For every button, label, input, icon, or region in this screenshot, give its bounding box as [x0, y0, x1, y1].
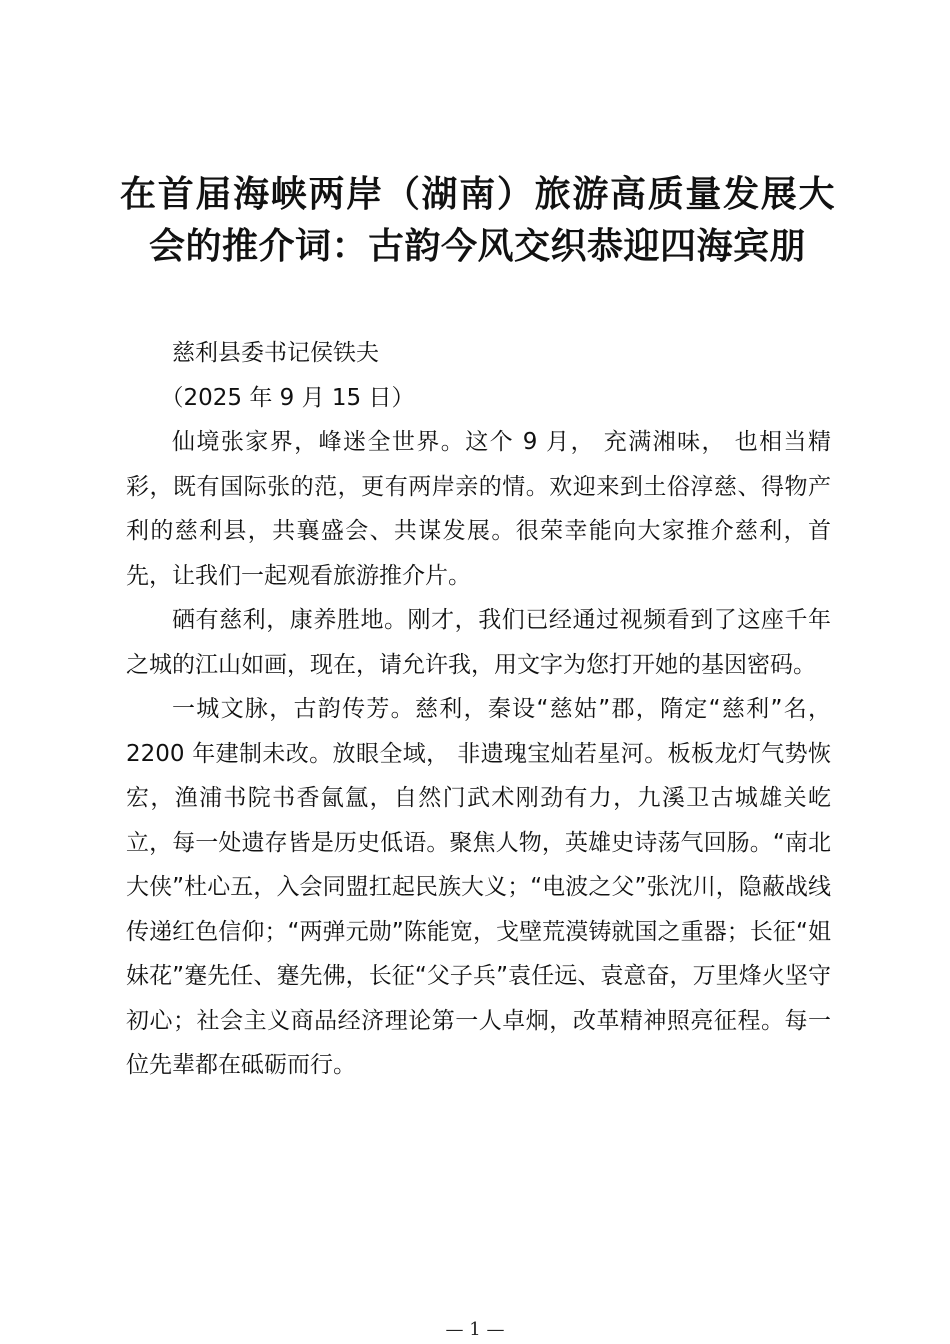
paragraph: 仙境张家界，峰迷全世界。这个 9 月， 充满湘味， 也相当精彩，既有国际张的范，更有两岸亲的情。欢迎来到土俗淳慈、得物产利的慈利县，共襄盛会、共谋发展。很荣幸能向大家推介慈利，首先，让我们一起观看旅游推介片。: [126, 429, 831, 589]
date-line: （2025 年 9 月 15 日）: [160, 384, 415, 411]
document-body: [126, 331, 831, 1088]
paragraph: 一城文脉，古韵传芳。慈利，秦设“慈姑”郡，隋定“慈利”名，2200 年建制未改。放眼全域， 非遗瑰宝灿若星河。板板龙灯气势恢宏，渔浦书院书香氤氲，自然门武术刚劲有力，九溪卫古城雄关屹立，每一处遗存皆是历史低语。聚焦人物，英雄史诗荡气回肠。“南北大侠”杜心五，入会同盟扛起民族大义；“电波之父”张沈川，隐蔽战线传递红色信仰；“两弹元勋”陈能宽，戈壁荒漠铸就国之重器；长征“姐妹花”蹇先任、蹇先佛，长征“父子兵”袁任远、袁意奋，万里烽火坚守初心；社会主义商品经济理论第一人卓炯，改革精神照亮征程。每一位先辈都在砥砺而行。: [126, 696, 831, 1078]
paragraph: 硒有慈利，康养胜地。刚才，我们已经通过视频看到了这座千年之城的江山如画，现在，请允许我，用文字为您打开她的基因密码。: [126, 607, 831, 678]
author-line: 慈利县委书记侯铁夫: [172, 340, 379, 366]
page-number: — 1 —: [445, 1319, 505, 1340]
document-title: 在首届海峡两岸（湖南）旅游高质量发展大会的推介词：古韵今风交织恭迎四海宾朋: [120, 173, 835, 267]
